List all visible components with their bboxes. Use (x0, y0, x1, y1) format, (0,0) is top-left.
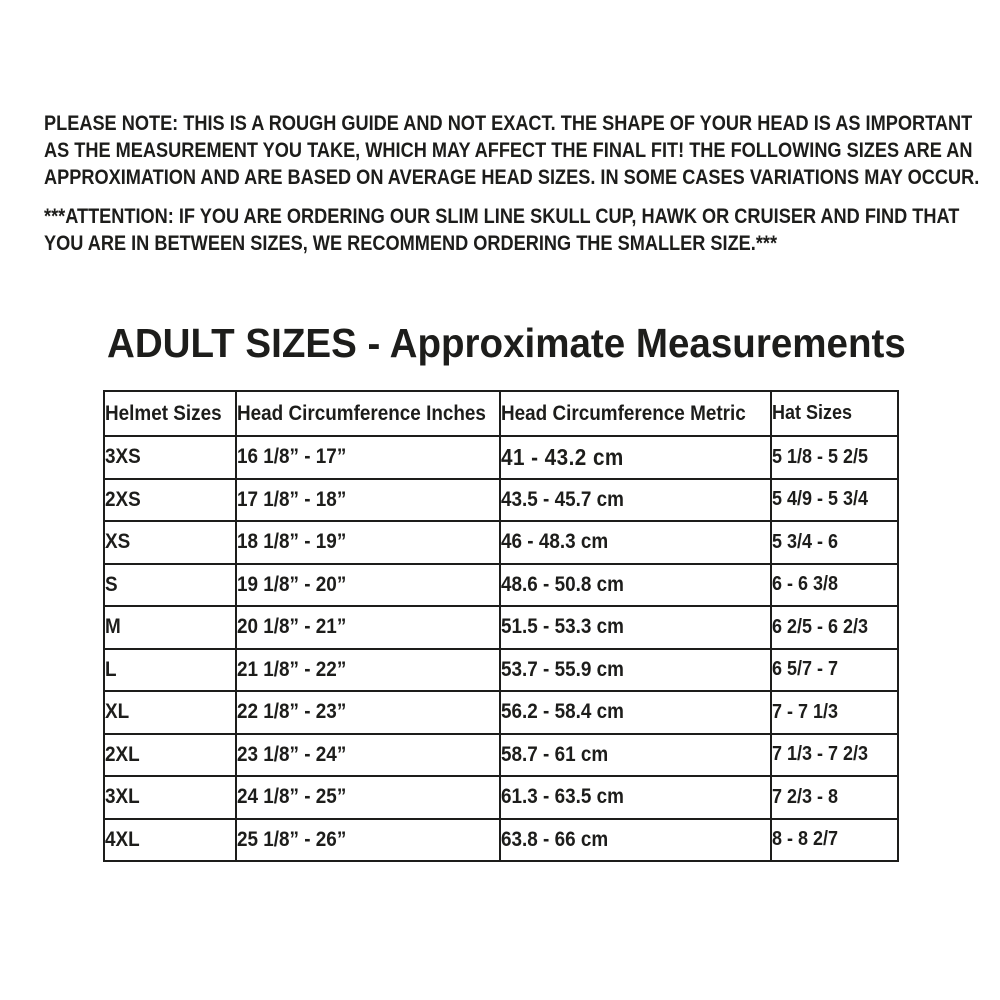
table-row (104, 691, 898, 734)
metric-range: 56.2 - 58.4 cm (501, 700, 624, 724)
helmet-size-value: 2XL (105, 742, 140, 766)
please-note-paragraph (44, 110, 980, 191)
hat-size-range: 5 1/8 - 5 2/5 (772, 445, 869, 468)
table-header-row (104, 391, 898, 436)
metric-range: 46 - 48.3 cm (501, 530, 609, 554)
helmet-size-value: 4XL (105, 827, 140, 851)
please-note-line-3: APPROXIMATION AND ARE BASED ON AVERAGE HEAD SIZES. IN SOME CASES VARIATIONS MAY OCCUR. (44, 166, 980, 189)
col-header-label: Hat Sizes (772, 402, 853, 424)
table-row (104, 649, 898, 692)
inches-range: 19 1/8” - 20” (237, 572, 347, 596)
metric-range: 51.5 - 53.3 cm (501, 615, 624, 639)
inches-range: 25 1/8” - 26” (237, 827, 347, 851)
page-title: ADULT SIZES - Approximate Measurements (107, 320, 906, 366)
adult-sizes-table (103, 390, 899, 862)
hat-size-range: 5 3/4 - 6 (772, 530, 839, 553)
hat-size-range: 6 2/5 - 6 2/3 (772, 615, 869, 638)
table-row (104, 479, 898, 522)
metric-range: 43.5 - 45.7 cm (501, 487, 624, 511)
inches-range: 18 1/8” - 19” (237, 530, 347, 554)
inches-range: 16 1/8” - 17” (237, 445, 347, 469)
helmet-size-value: S (105, 572, 118, 596)
table-row (104, 734, 898, 777)
inches-range: 24 1/8” - 25” (237, 785, 347, 809)
hat-size-range: 6 5/7 - 7 (772, 658, 839, 681)
table-row (104, 436, 898, 479)
metric-range: 53.7 - 55.9 cm (501, 657, 624, 681)
attention-line-1: ***ATTENTION: IF YOU ARE ORDERING OUR SLIM LINE SKULL CUP, HAWK OR CRUISER AND FIND THAT (44, 205, 960, 228)
metric-range: 61.3 - 63.5 cm (501, 785, 624, 809)
col-header-helmet-sizes (104, 391, 236, 436)
inches-range: 20 1/8” - 21” (237, 615, 347, 639)
notice-section (44, 110, 980, 257)
hat-size-range: 7 1/3 - 7 2/3 (772, 743, 869, 766)
helmet-size-value: XL (105, 700, 130, 724)
attention-line-2: YOU ARE IN BETWEEN SIZES, WE RECOMMEND ORDERING THE SMALLER SIZE.*** (44, 232, 778, 255)
helmet-size-value: 2XS (105, 487, 141, 511)
inches-range: 23 1/8” - 24” (237, 742, 347, 766)
hat-size-range: 7 - 7 1/3 (772, 700, 839, 723)
table-row (104, 776, 898, 819)
hat-size-range: 7 2/3 - 8 (772, 785, 839, 808)
please-note-line-1: PLEASE NOTE: THIS IS A ROUGH GUIDE AND NOT EXACT. THE SHAPE OF YOUR HEAD IS AS IMPORTANT (44, 112, 973, 135)
please-note-line-2: AS THE MEASUREMENT YOU TAKE, WHICH MAY AFFECT THE FINAL FIT! THE FOLLOWING SIZES ARE AN (44, 139, 973, 162)
hat-size-range: 6 - 6 3/8 (772, 573, 839, 596)
inches-range: 22 1/8” - 23” (237, 700, 347, 724)
helmet-size-value: L (105, 657, 117, 681)
inches-range: 21 1/8” - 22” (237, 657, 347, 681)
table-row (104, 564, 898, 607)
col-header-hat-sizes (771, 391, 898, 436)
col-header-circumference-inches (236, 391, 500, 436)
metric-range: 41 - 43.2 cm (501, 443, 624, 470)
metric-range: 63.8 - 66 cm (501, 827, 609, 851)
table-row (104, 521, 898, 564)
hat-size-range: 8 - 8 2/7 (772, 828, 839, 851)
col-header-label: Helmet Sizes (105, 401, 222, 425)
helmet-size-value: 3XS (105, 445, 141, 469)
metric-range: 58.7 - 61 cm (501, 742, 609, 766)
table-row (104, 606, 898, 649)
helmet-size-value: 3XL (105, 785, 140, 809)
col-header-circumference-metric (500, 391, 771, 436)
col-header-label: Head Circumference Metric (501, 401, 746, 425)
helmet-size-value: M (105, 615, 121, 639)
col-header-label: Head Circumference Inches (237, 401, 486, 425)
metric-range: 48.6 - 50.8 cm (501, 572, 624, 596)
table-row (104, 819, 898, 862)
attention-paragraph (44, 203, 974, 257)
helmet-size-value: XS (105, 530, 131, 554)
hat-size-range: 5 4/9 - 5 3/4 (772, 488, 869, 511)
inches-range: 17 1/8” - 18” (237, 487, 347, 511)
